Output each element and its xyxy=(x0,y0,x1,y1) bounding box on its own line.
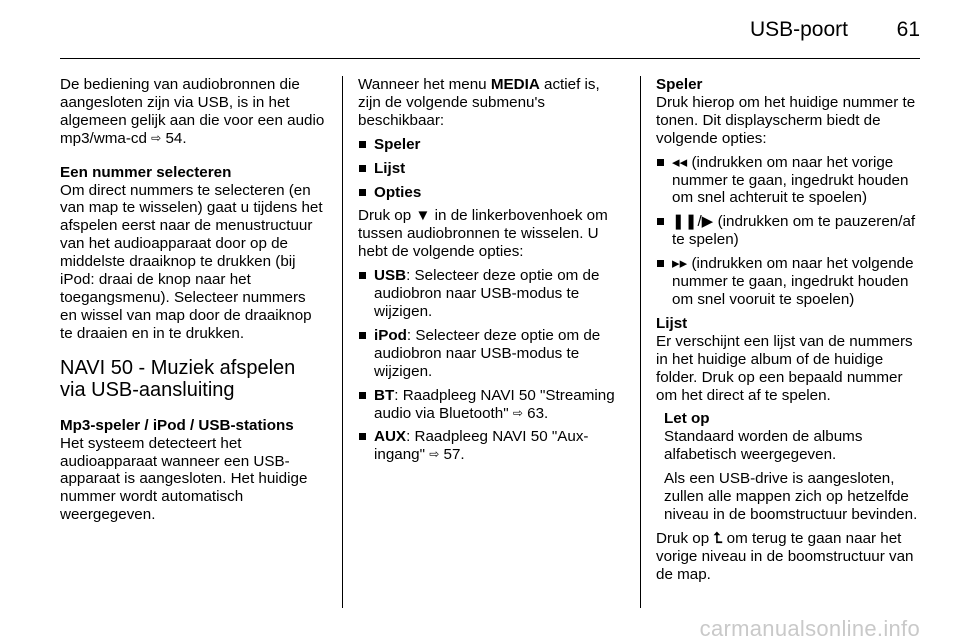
note-block xyxy=(656,410,922,523)
square-bullet-icon xyxy=(359,189,366,196)
square-bullet-icon xyxy=(657,260,664,267)
fast-forward-icon: ▸▸ xyxy=(672,255,688,273)
column-2 xyxy=(358,76,624,464)
page-header xyxy=(60,0,920,59)
mp3-body: Het systeem detecteert het audioapparaat wanneer een USB-apparaat is aangesloten. Het huidige nummer wordt automatisch weergegeven. xyxy=(60,434,308,524)
list-heading: Lijst xyxy=(656,314,688,332)
menu-name: MEDIA xyxy=(490,76,540,93)
ref-arrow-icon: ⇨ xyxy=(512,405,523,420)
list-item: ❚❚/▶ (indrukken om te pauzeren/af te spelen) xyxy=(656,213,922,249)
list-item: Speler xyxy=(358,136,624,154)
player-heading: Speler xyxy=(656,76,703,93)
ref-arrow-icon: ⇨ xyxy=(151,130,162,145)
square-bullet-icon xyxy=(359,141,366,148)
watermark: carmanualsonline.info xyxy=(699,616,920,641)
square-bullet-icon xyxy=(359,392,366,399)
menu-intro: Wanneer het menu MEDIA actief is, zijn de volgende submenu's beschikbaar: xyxy=(358,76,600,129)
list-item: USB: Selecteer deze optie om de audiobron naar USB-modus te wijzigen. xyxy=(358,267,624,321)
square-bullet-icon xyxy=(657,218,664,225)
list-item: ▸▸ (indrukken om naar het volgende nummer te gaan, ingedrukt houden om snel vooruit te spoelen) xyxy=(656,255,922,309)
ref-arrow-icon: ⇨ xyxy=(429,447,440,462)
note-text: Standaard worden de albums alfabetisch weergegeven. xyxy=(664,428,863,464)
list-item: ◂◂ (indrukken om naar het vorige nummer te gaan, ingedrukt houden om snel achteruit te spoelen) xyxy=(656,154,922,208)
column-divider xyxy=(342,76,343,608)
player-body: Druk hierop om het huidige nummer te tonen. Dit displayscherm biedt de volgende opties: xyxy=(656,93,916,147)
page-number: 61 xyxy=(896,18,920,41)
intro-paragraph: De bediening van audiobronnen die aangesloten zijn via USB, is in het algemeen gelijk aan die voor een audio mp3/wma-cd ⇨ 54. xyxy=(60,76,325,147)
select-body: Om direct nummers te selecteren (en van map te wisselen) gaat u tijdens het afspelen eerst naar de menustructuur van het audioapparaat door op de middelste draaiknop te drukken (bij iPod: draai de knop naar het toegangsmenu). Selecteer nummers en wissel van map door de draaiknop te draaien en in te drukken. xyxy=(60,181,323,342)
list-item: AUX: Raadpleeg NAVI 50 "Aux-ingang" ⇨ 57. xyxy=(358,428,624,464)
list-item: BT: Raadpleeg NAVI 50 "Streaming audio via Bluetooth" ⇨ 63. xyxy=(358,387,624,423)
square-bullet-icon xyxy=(359,332,366,339)
square-bullet-icon xyxy=(359,165,366,172)
mp3-heading: Mp3-speler / iPod / USB-stations xyxy=(60,416,294,434)
list-item: Opties xyxy=(358,184,624,202)
play-pause-icon: ❚❚/▶ xyxy=(672,213,714,231)
rewind-icon: ◂◂ xyxy=(672,153,688,171)
column-divider xyxy=(640,76,641,608)
select-heading: Een nummer selecteren xyxy=(60,163,232,181)
note-heading: Let op xyxy=(664,410,710,428)
note-text: Als een USB-drive is aangesloten, zullen alle mappen zich op hetzelfde niveau in de boomstructuur bevinden. xyxy=(664,470,918,523)
list-body: Er verschijnt een lijst van de nummers in het huidige album of de huidige folder. Druk op een bepaald nummer om het direct af te spelen. xyxy=(656,332,913,404)
square-bullet-icon xyxy=(359,272,366,279)
press-text: Druk op ▼ in de linkerbovenhoek om tussen audiobronnen te wisselen. U hebt de volgende opties: xyxy=(358,207,608,261)
back-arrow-icon: ⮤ xyxy=(713,529,723,547)
section-title: NAVI 50 - Muziek afspelen via USB-aansluiting xyxy=(60,356,296,401)
column-3 xyxy=(656,76,922,584)
square-bullet-icon xyxy=(359,433,366,440)
list-item: Lijst xyxy=(358,160,624,178)
list-item: iPod: Selecteer deze optie om de audiobron naar USB-modus te wijzigen. xyxy=(358,327,624,381)
column-1 xyxy=(60,76,326,524)
page-title: USB-poort xyxy=(749,18,848,41)
square-bullet-icon xyxy=(657,159,664,166)
back-instruction: Druk op ⮤ om terug te gaan naar het vorige niveau in de boomstructuur van de map. xyxy=(656,529,914,583)
